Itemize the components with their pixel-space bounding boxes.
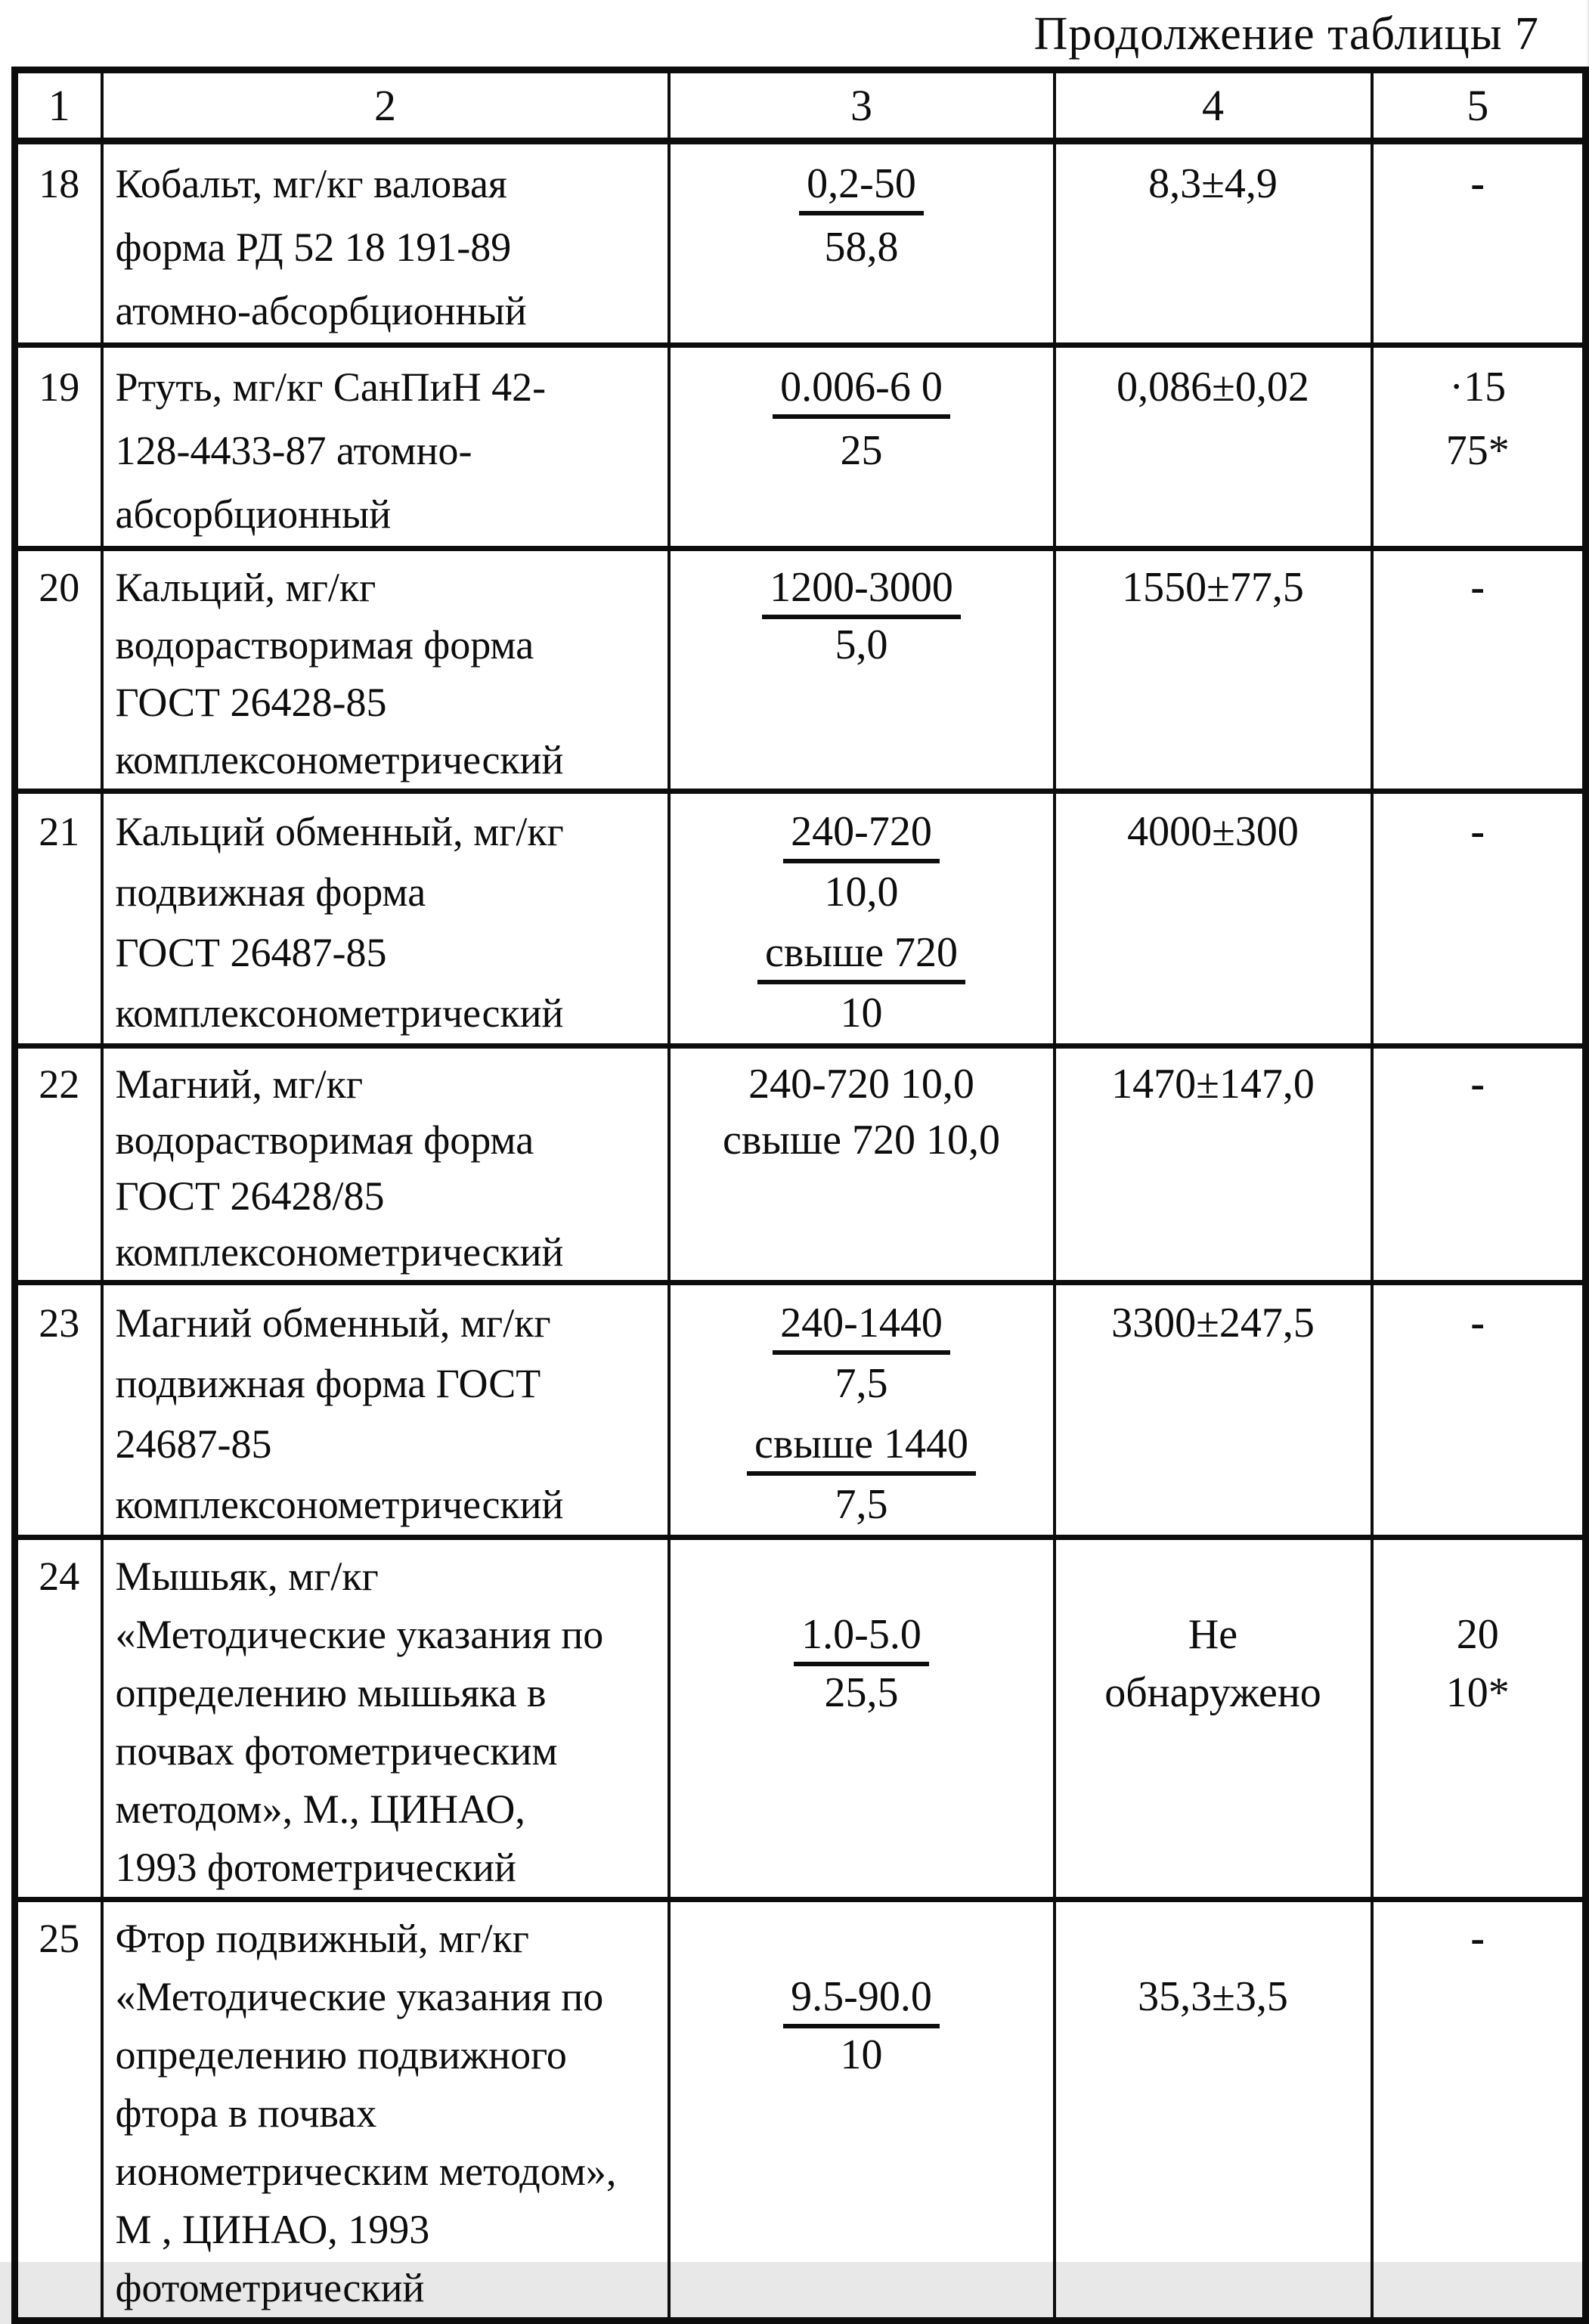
range-cell	[669, 1900, 1055, 2321]
cell-line: ·15	[1449, 364, 1507, 411]
range-cell	[669, 1538, 1055, 1900]
table-body	[15, 141, 1586, 2321]
cell-line	[674, 559, 1050, 616]
cell-line: 7,5	[835, 1360, 888, 1407]
cell-line: 25,5	[824, 1669, 899, 1716]
cell-line: 25	[840, 427, 883, 474]
cell-line: 128-4433-87 атомно-	[115, 428, 472, 473]
table-row	[15, 346, 1586, 549]
cell-line: -	[1470, 564, 1485, 611]
cell-line: 1470±147,0	[1111, 1061, 1315, 1108]
cell-line: -	[1470, 160, 1485, 207]
underlined-value: свыше 720	[757, 931, 965, 984]
cell-line: комплексонометрический	[115, 990, 564, 1036]
cell-line: Ртуть, мг/кг СанПиН 42-	[115, 364, 547, 410]
row-number-cell	[15, 1283, 102, 1538]
cell-line: 1550±77,5	[1122, 564, 1304, 611]
cell-line: -	[1470, 1300, 1485, 1346]
cell-line: Мышьяк, мг/кг	[115, 1554, 379, 1599]
table-row	[15, 792, 1586, 1046]
cell-line: 240-720 10,0	[748, 1061, 974, 1108]
page-title: Продолжение таблицы 7	[1033, 8, 1539, 60]
underlined-value: 1200-3000	[762, 566, 961, 619]
table-row	[15, 549, 1586, 792]
norm-cell	[1372, 1283, 1586, 1538]
cell-line: 21	[39, 809, 80, 854]
row-number-cell	[15, 792, 102, 1046]
column-header: 5	[1372, 70, 1586, 141]
indicator-name-cell	[102, 1900, 669, 2321]
cell-line	[674, 801, 1050, 862]
table-row	[15, 1046, 1586, 1283]
cell-line: -	[1470, 1915, 1485, 1962]
table-header	[15, 70, 1586, 141]
cell-line: 5,0	[835, 621, 888, 668]
result-cell	[1055, 141, 1372, 346]
cell-line: подвижная форма	[115, 869, 426, 915]
result-cell	[1055, 549, 1372, 792]
cell-line: 24	[39, 1554, 80, 1599]
indicator-name-cell	[102, 1538, 669, 1900]
table-row	[15, 1900, 1586, 2321]
underlined-value: 0.006-6 0	[773, 366, 950, 419]
underlined-value: 9.5-90.0	[783, 1975, 940, 2028]
cell-line: комплексонометрический	[115, 1229, 564, 1275]
cell-line: комплексонометрический	[115, 737, 564, 782]
column-header: 2	[102, 70, 669, 141]
cell-line: 1993 фотометрический	[115, 1845, 516, 1890]
cell-line: 10*	[1445, 1669, 1510, 1716]
cell-line: 22	[39, 1061, 80, 1107]
row-number-cell	[15, 549, 102, 792]
cell-line	[674, 355, 1050, 419]
cell-line: фтора в почвах	[115, 2090, 377, 2136]
range-cell	[669, 1283, 1055, 1538]
norm-cell	[1372, 1900, 1586, 2321]
cell-line: -	[1470, 1061, 1485, 1108]
header-row	[15, 70, 1586, 141]
cell-line: ГОСТ 26428/85	[115, 1173, 385, 1219]
cell-line: 24687-85	[115, 1421, 272, 1467]
table-row	[15, 1538, 1586, 1900]
cell-line: комплексонометрический	[115, 1482, 564, 1527]
cell-line	[1377, 1548, 1580, 1606]
row-number-cell	[15, 346, 102, 549]
cell-line: Не	[1188, 1611, 1238, 1658]
range-cell	[669, 792, 1055, 1046]
cell-line	[674, 152, 1050, 215]
data-table	[11, 67, 1589, 2324]
cell-line	[674, 1606, 1050, 1664]
indicator-name-cell	[102, 346, 669, 549]
cell-line: почвах фотометрическим	[115, 1728, 558, 1774]
range-cell	[669, 346, 1055, 549]
underlined-value: 240-1440	[773, 1302, 950, 1355]
cell-line	[1059, 1910, 1368, 1968]
cell-line: 10,0	[824, 869, 899, 916]
cell-line: 4000±300	[1127, 808, 1299, 855]
cell-line: методом», М., ЦИНАО,	[115, 1786, 525, 1832]
cell-line	[674, 1414, 1050, 1474]
underlined-value: 240-720	[783, 810, 940, 863]
cell-line: Фтор подвижный, мг/кг	[115, 1916, 529, 1961]
range-cell	[669, 141, 1055, 346]
cell-line: ГОСТ 26428-85	[115, 680, 387, 725]
cell-line	[674, 922, 1050, 983]
cell-line: «Методические указания по	[115, 1974, 604, 2019]
cell-line	[1059, 1548, 1368, 1606]
indicator-name-cell	[102, 549, 669, 792]
cell-line: форма РД 52 18 191-89	[115, 225, 512, 270]
cell-line: ионометрическим методом»,	[115, 2149, 617, 2194]
norm-cell	[1372, 549, 1586, 792]
cell-line: определению мышьяка в	[115, 1670, 547, 1715]
row-number-cell	[15, 1900, 102, 2321]
cell-line: 18	[39, 161, 80, 206]
norm-cell	[1372, 1538, 1586, 1900]
cell-line: 19	[39, 364, 80, 410]
result-cell	[1055, 792, 1372, 1046]
cell-line: 10	[840, 2031, 883, 2078]
cell-line: 35,3±3,5	[1138, 1973, 1288, 2020]
row-number-cell	[15, 1538, 102, 1900]
cell-line: 10	[840, 990, 883, 1037]
norm-cell	[1372, 141, 1586, 346]
cell-line	[674, 1968, 1050, 2026]
row-number-cell	[15, 141, 102, 346]
indicator-name-cell	[102, 141, 669, 346]
cell-line: ГОСТ 26487-85	[115, 930, 387, 975]
indicator-name-cell	[102, 1283, 669, 1538]
column-header: 3	[669, 70, 1055, 141]
cell-line: 23	[39, 1300, 80, 1346]
cell-line: М , ЦИНАО, 1993	[115, 2207, 430, 2252]
cell-line	[674, 1293, 1050, 1353]
result-cell	[1055, 1538, 1372, 1900]
cell-line	[674, 1910, 1050, 1968]
cell-line: «Методические указания по	[115, 1612, 604, 1657]
cell-line: Кальций, мг/кг	[115, 565, 376, 610]
underlined-value: 1.0-5.0	[794, 1613, 929, 1666]
norm-cell	[1372, 792, 1586, 1046]
cell-line: подвижная форма ГОСТ	[115, 1361, 541, 1406]
result-cell	[1055, 346, 1372, 549]
cell-line: определению подвижного	[115, 2032, 567, 2078]
cell-line: фотометрический	[115, 2265, 425, 2310]
cell-line: водорастворимая форма	[115, 622, 534, 668]
indicator-name-cell	[102, 1046, 669, 1283]
cell-line: 58,8	[824, 224, 899, 271]
cell-line	[674, 1548, 1050, 1606]
range-cell	[669, 1046, 1055, 1283]
result-cell	[1055, 1046, 1372, 1283]
table-row	[15, 1283, 1586, 1538]
cell-line: свыше 720 10,0	[723, 1117, 1000, 1164]
underlined-value: 0,2-50	[799, 163, 924, 215]
cell-line: 0,086±0,02	[1117, 364, 1309, 411]
cell-line: 20	[1456, 1611, 1499, 1658]
range-cell	[669, 549, 1055, 792]
cell-line: 20	[39, 565, 80, 610]
cell-line: 3300±247,5	[1111, 1300, 1315, 1346]
row-number-cell	[15, 1046, 102, 1283]
result-cell	[1055, 1283, 1372, 1538]
cell-line: обнаружено	[1104, 1669, 1321, 1716]
cell-line: Кобальт, мг/кг валовая	[115, 161, 507, 206]
cell-line: абсорбционный	[115, 491, 392, 537]
underlined-value: свыше 1440	[747, 1423, 976, 1476]
norm-cell	[1372, 346, 1586, 549]
cell-line: Магний, мг/кг	[115, 1061, 364, 1107]
indicator-name-cell	[102, 792, 669, 1046]
table-row	[15, 141, 1586, 346]
cell-line: атомно-абсорбционный	[115, 288, 527, 333]
cell-line: 25	[39, 1916, 80, 1961]
cell-line: 75*	[1445, 427, 1510, 474]
cell-line: водорастворимая форма	[115, 1117, 534, 1163]
result-cell	[1055, 1900, 1372, 2321]
norm-cell	[1372, 1046, 1586, 1283]
cell-line: 8,3±4,9	[1148, 160, 1278, 207]
column-header: 4	[1055, 70, 1372, 141]
cell-line: -	[1470, 808, 1485, 855]
cell-line: Кальций обменный, мг/кг	[115, 809, 564, 854]
cell-line: Магний обменный, мг/кг	[115, 1300, 551, 1346]
cell-line: 7,5	[835, 1481, 888, 1528]
column-header: 1	[15, 70, 102, 141]
